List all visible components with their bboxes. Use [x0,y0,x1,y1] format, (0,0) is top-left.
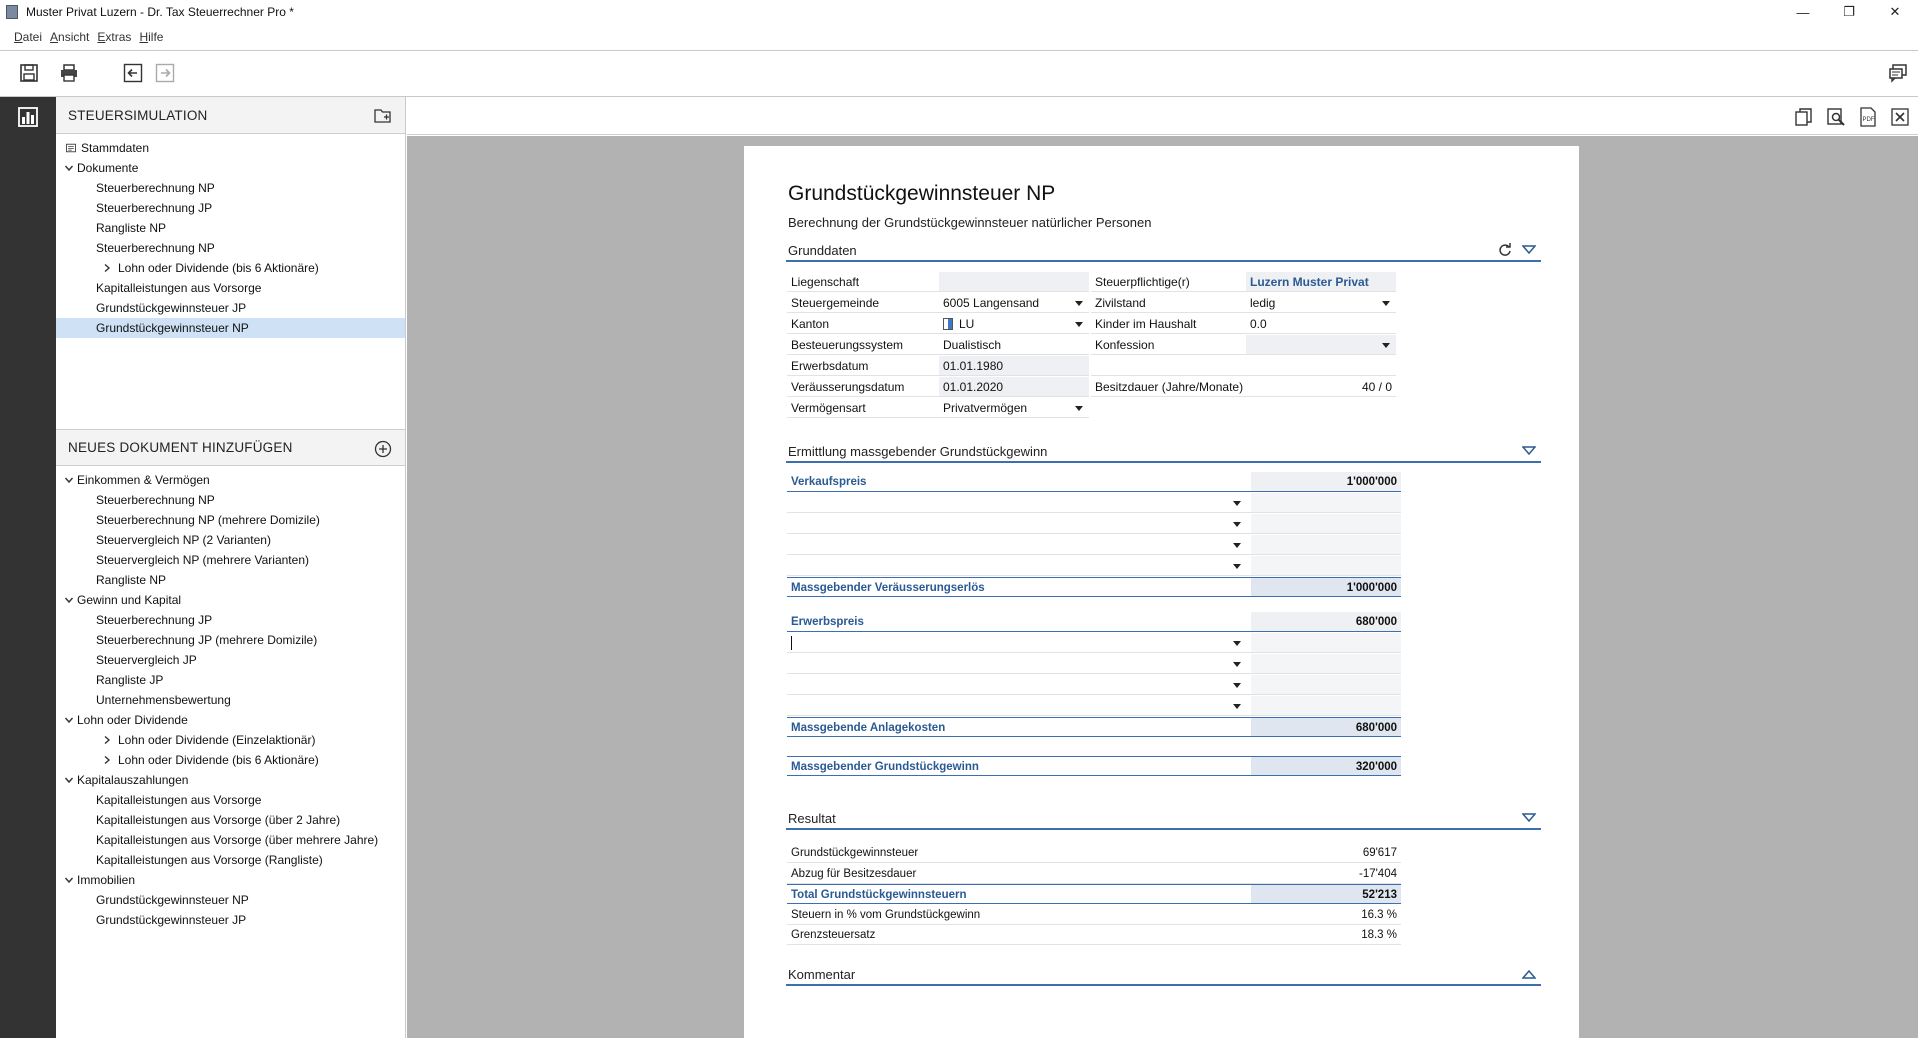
dropdown-arrow-icon[interactable] [1075,406,1083,411]
result-label: Total Grundstückgewinnsteuern [787,884,1251,904]
dropdown-arrow-icon[interactable] [1233,564,1241,569]
chevron-right-icon[interactable] [100,261,114,275]
close-button[interactable]: ✕ [1889,4,1901,19]
menu-label: xtras [105,30,132,44]
field-label: Steuergemeinde [787,293,939,313]
tree-item-label: Unternehmensbewertung [96,693,231,707]
tree-group[interactable] [56,470,405,490]
reset-icon[interactable] [1497,242,1513,258]
field-value-text: Luzern Muster Privat [1250,275,1369,289]
adjustment-select[interactable] [787,493,1251,513]
collapse-icon[interactable] [1521,242,1537,258]
field-select[interactable] [939,314,1089,334]
tree-item-label: Steuerberechnung JP [96,613,213,627]
tree-item-label: Lohn oder Dividende (Einzelaktionär) [118,733,316,747]
tree-item-label: Rangliste JP [96,673,164,687]
menu-label: ilfe [148,30,164,44]
document-subtitle: Berechnung der Grundstückgewinnsteuer natürlicher Personen [788,215,1152,230]
tree-item-label: Rangliste NP [96,221,167,235]
menu-bar [0,26,171,48]
section-kommentar-title: Kommentar [788,967,856,982]
adjustment-select[interactable] [787,675,1251,695]
tree-item-label: Steuerberechnung NP [96,493,215,507]
menu-ansicht[interactable] [50,30,89,44]
tree-item[interactable] [56,258,405,278]
field-label: Konfession [1091,335,1246,355]
chevron-down-icon[interactable] [62,161,76,175]
add-document-tree [56,466,405,930]
tree-item[interactable] [56,910,405,930]
adjustment-amount-input[interactable] [1251,696,1401,716]
tree-item-label: Kapitalleistungen aus Vorsorge [96,793,262,807]
tree-item-label: Gewinn und Kapital [77,593,182,607]
section-ermittlung-title: Ermittlung massgebender Grundstückgewinn [788,444,1048,459]
result-value: 16.3 % [1251,905,1401,925]
dropdown-arrow-icon[interactable] [1075,301,1083,306]
tree-item-label: Grundstückgewinnsteuer NP [96,893,249,907]
add-document-header [56,429,405,466]
tree-item-label: Kapitalleistungen aus Vorsorge [96,281,262,295]
tree-item-label: Grundstückgewinnsteuer JP [96,301,247,315]
adjustment-amount-input[interactable] [1251,514,1401,534]
tree-item[interactable] [56,218,405,238]
field-value [939,335,1089,355]
tree-item[interactable] [56,690,405,710]
adjustment-select[interactable] [787,696,1251,716]
tree-group[interactable] [56,158,405,178]
tree-item[interactable] [56,178,405,198]
menu-datei[interactable] [14,30,42,44]
field-value [1246,356,1396,376]
menu-label: nsicht [58,30,90,44]
field-label: Zivilstand [1091,293,1246,313]
tree-item[interactable] [56,610,405,630]
tree-item-label: Immobilien [77,873,136,887]
forward-icon[interactable] [153,61,177,85]
field-label [1091,356,1246,376]
sum-value: 320'000 [1251,756,1401,776]
tree-item-label: Stammdaten [81,141,150,155]
tree-item-label: Steuervergleich NP (mehrere Varianten) [96,553,309,567]
tree-item-label: Kapitalleistungen aus Vorsorge (über 2 Jahre) [96,813,341,827]
back-icon[interactable] [121,61,145,85]
adjustment-select[interactable] [787,556,1251,576]
side-panel [56,97,406,1038]
tree-item-label: Kapitalauszahlungen [77,773,189,787]
chevron-down-icon[interactable] [62,593,76,607]
expand-icon[interactable] [1521,966,1537,982]
card-icon [62,141,80,155]
documents-tree [56,134,405,338]
print-icon[interactable] [57,61,81,85]
tree-group[interactable] [56,710,405,730]
sum-label: Massgebende Anlagekosten [787,717,1251,737]
section-grunddaten-title: Grunddaten [788,243,857,258]
section-ermittlung [786,443,1541,463]
tree-item-label: Steuerberechnung NP [96,241,215,255]
collapse-icon[interactable] [1521,443,1537,459]
field-select[interactable] [939,293,1089,313]
field-value-text: Dualistisch [943,338,1002,352]
section-grunddaten [786,242,1541,262]
sum-value: 1'000'000 [1251,577,1401,597]
window-controls [1780,0,1918,24]
excel-export-icon[interactable] [1889,106,1911,128]
field-value[interactable] [939,377,1089,397]
dropdown-arrow-icon[interactable] [1233,704,1241,709]
add-folder-icon[interactable] [373,106,393,126]
tree-item-label: Dokumente [77,161,139,175]
divider [0,50,1918,51]
head-label: Verkaufspreis [787,472,1251,492]
sum-label: Massgebender Grundstückgewinn [787,756,1251,776]
field-label: Liegenschaft [787,272,939,292]
field-value[interactable] [939,272,1089,292]
tree-item[interactable] [56,650,405,670]
dropdown-arrow-icon[interactable] [1233,501,1241,506]
tree-item[interactable] [56,750,405,770]
field-label: Besitzdauer (Jahre/Monate) [1091,377,1246,397]
menu-label: atei [22,30,43,44]
adjustment-amount-input[interactable] [1251,556,1401,576]
dropdown-arrow-icon[interactable] [1233,662,1241,667]
section-resultat-title: Resultat [788,811,836,826]
tree-item[interactable] [56,850,405,870]
field-value[interactable] [939,356,1089,376]
result-value: -17'404 [1251,864,1401,884]
tree-item-label: Rangliste NP [96,573,167,587]
dropdown-arrow-icon[interactable] [1075,322,1083,327]
tree-group[interactable] [56,590,405,610]
tree-group[interactable] [56,770,405,790]
field-value [1246,314,1396,334]
tree-item[interactable] [56,730,405,750]
section-resultat [786,810,1541,830]
field-value-text: LU [959,317,975,331]
chevron-down-icon[interactable] [62,773,76,787]
result-value: 69'617 [1251,843,1401,863]
adjustment-select[interactable] [787,633,1251,653]
field-select[interactable] [1246,335,1396,355]
chevron-right-icon[interactable] [100,733,114,747]
field-value-text: 01.01.1980 [943,359,1004,373]
menu-mnemonic: E [97,30,106,44]
result-label: Abzug für Besitzesdauer [787,864,1251,884]
head-value[interactable]: 680'000 [1251,612,1401,632]
add-circle-icon[interactable] [373,439,393,459]
tree-item[interactable] [56,298,405,318]
minimize-button[interactable]: — [1796,4,1810,20]
tree-item-label: Steuervergleich NP (2 Varianten) [96,533,271,547]
tree-item[interactable] [56,318,405,338]
tree-item-label: Grundstückgewinnsteuer JP [96,913,247,927]
field-label: Steuerpflichtige(r) [1091,272,1246,292]
activity-bar [0,97,56,1038]
field-label: Erwerbsdatum [787,356,939,376]
tree-item[interactable] [56,630,405,650]
dropdown-arrow-icon[interactable] [1382,343,1390,348]
field-value-text: 6005 Langensand [943,296,1040,310]
tree-item-label: Grundstückgewinnsteuer NP [96,321,249,335]
tree-item-label: Kapitalleistungen aus Vorsorge (Rangliste) [96,853,323,867]
chevron-down-icon[interactable] [62,473,76,487]
adjustment-amount-input[interactable] [1251,654,1401,674]
tree-item-label: Steuerberechnung NP [96,181,215,195]
document-page [744,146,1579,1038]
window-title: Muster Privat Luzern - Dr. Tax Steuerrechner Pro * [26,5,294,19]
field-value-text: 01.01.2020 [943,380,1004,394]
chevron-down-icon[interactable] [62,713,76,727]
head-label: Erwerbspreis [787,612,1251,632]
simulation-panel-title: STEUERSIMULATION [68,107,208,123]
document-toolbar [407,97,1918,135]
field-label: Besteuerungssystem [787,335,939,355]
preview-icon[interactable] [1825,106,1847,128]
result-value: 18.3 % [1251,925,1401,945]
field-value-text: 40 / 0 [1361,380,1392,394]
tree-item-label: Lohn oder Dividende (bis 6 Aktionäre) [118,753,319,767]
sum-value: 680'000 [1251,717,1401,737]
tree-item[interactable] [56,530,405,550]
section-kommentar [786,966,1541,986]
adjustment-amount-input[interactable] [1251,493,1401,513]
toolbar [0,57,1918,89]
menu-mnemonic: A [50,30,59,44]
dropdown-arrow-icon[interactable] [1233,522,1241,527]
field-select[interactable] [1246,293,1396,313]
chevron-right-icon[interactable] [100,753,114,767]
field-value-text: Privatvermögen [943,401,1028,415]
field-select[interactable] [939,398,1089,418]
collapse-icon[interactable] [1521,810,1537,826]
tree-item-label: Lohn oder Dividende [77,713,188,727]
simulation-panel-header [56,97,405,134]
tree-item-label: Einkommen & Vermögen [77,473,210,487]
tree-item[interactable] [56,570,405,590]
feedback-icon[interactable] [1886,61,1910,85]
result-label: Grenzsteuersatz [787,925,1251,945]
tree-group[interactable] [56,870,405,890]
document-canvas [407,136,1918,1038]
svg-text:PDF: PDF [1862,117,1875,123]
tree-item[interactable] [56,510,405,530]
add-document-title: NEUES DOKUMENT HINZUFÜGEN [68,440,293,455]
head-value[interactable]: 1'000'000 [1251,472,1401,492]
tree-item[interactable] [56,550,405,570]
tree-item-label: Kapitalleistungen aus Vorsorge (über mehrere Jahre) [96,833,379,847]
add-document-panel [56,429,405,930]
canton-flag-icon [943,318,953,330]
tree-item[interactable] [56,830,405,850]
tree-item-label: Steuerberechnung JP (mehrere Domizile) [96,633,318,647]
tree-item-label: Lohn oder Dividende (bis 6 Aktionäre) [118,261,319,275]
menu-mnemonic: D [14,30,23,44]
app-icon [6,5,18,19]
menu-hilfe[interactable] [139,30,163,44]
result-value: 52'213 [1251,884,1401,904]
tree-item[interactable] [56,670,405,690]
tree-item[interactable] [56,198,405,218]
chevron-down-icon[interactable] [62,873,76,887]
maximize-button[interactable]: ❐ [1843,4,1855,19]
copy-icon[interactable] [1793,106,1815,128]
field-value-text: ledig [1250,296,1276,310]
adjustment-amount-input[interactable] [1251,535,1401,555]
field-value [1246,377,1396,397]
menu-mnemonic: H [139,30,149,44]
tree-item[interactable] [56,810,405,830]
sum-label: Massgebender Veräusserungserlös [787,577,1251,597]
tree-item-label: Steuervergleich JP [96,653,197,667]
result-label: Steuern in % vom Grundstückgewinn [787,905,1251,925]
text-cursor [791,636,792,650]
tree-item-label: Steuerberechnung JP [96,201,213,215]
tree-item[interactable] [56,790,405,810]
adjustment-select[interactable] [787,535,1251,555]
adjustment-amount-input[interactable] [1251,675,1401,695]
field-label: Vermögensart [787,398,939,418]
field-label: Kinder im Haushalt [1091,314,1246,334]
field-value[interactable] [1246,272,1396,292]
tree-item[interactable] [56,278,405,298]
tree-item[interactable] [56,490,405,510]
dropdown-arrow-icon[interactable] [1233,641,1241,646]
menu-extras[interactable] [97,30,131,44]
tree-item-label: Steuerberechnung NP (mehrere Domizile) [96,513,320,527]
field-label: Kanton [787,314,939,334]
tree-item[interactable] [56,890,405,910]
tree-item[interactable] [56,238,405,258]
result-label: Grundstückgewinnsteuer [787,843,1251,863]
simulation-nav-icon[interactable] [0,97,56,137]
field-label: Veräusserungsdatum [787,377,939,397]
adjustment-select[interactable] [787,514,1251,534]
field-value-text: 0.0 [1250,317,1267,331]
dropdown-arrow-icon[interactable] [1382,301,1390,306]
title-bar [0,0,1918,24]
tree-group[interactable] [56,138,405,158]
dropdown-arrow-icon[interactable] [1233,543,1241,548]
document-title: Grundstückgewinnsteuer NP [788,182,1056,205]
save-icon[interactable] [17,61,41,85]
pdf-export-icon[interactable] [1857,106,1879,128]
dropdown-arrow-icon[interactable] [1233,683,1241,688]
adjustment-amount-input[interactable] [1251,633,1401,653]
adjustment-select[interactable] [787,654,1251,674]
